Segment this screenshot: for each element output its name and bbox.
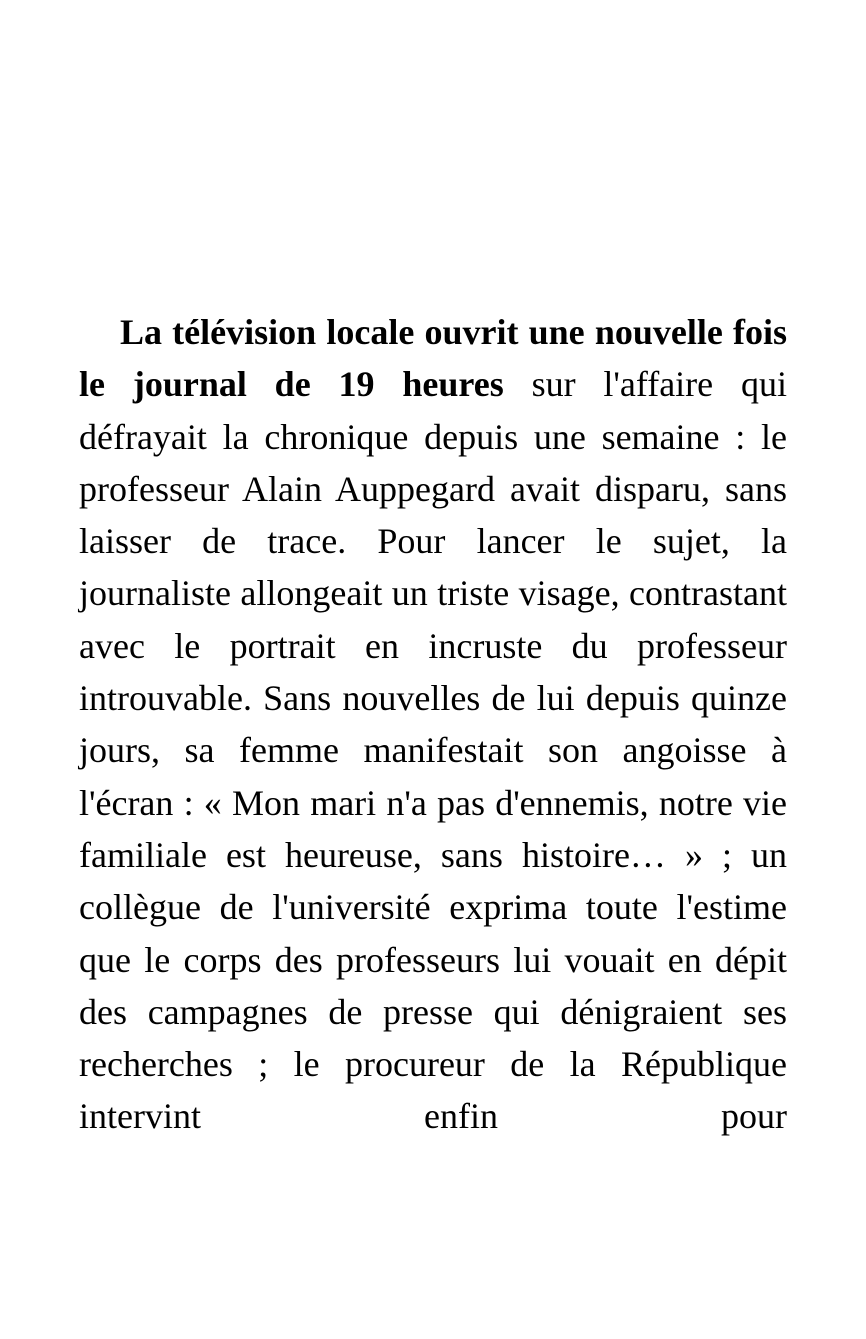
- paragraph-bold-lead: La télévision locale ouvrit une nouvelle fois le journal de 19 heures: [79, 312, 787, 405]
- body-paragraph: [79, 306, 787, 1143]
- paragraph-body-text: sur l'affaire qui défrayait la chronique depuis une semaine : le professeur Alain Auppegard avait disparu, sans laisser de trace. Pour lancer le sujet, la journaliste allongeait un triste visage, contrastant avec le portrait en incruste du professeur introuvable. Sans nouvelles de lui depuis quinze jours, sa femme manifestait son angoisse à l'écran : « Mon mari n'a pas d'ennemis, notre vie familiale est heureuse, sans histoire… » ; un collègue de l'université exprima toute l'estime que le corps des professeurs lui vouait en dépit des campagnes de presse qui dénigraient ses recherches ; le procureur de la République intervint enfin pour: [79, 364, 787, 1137]
